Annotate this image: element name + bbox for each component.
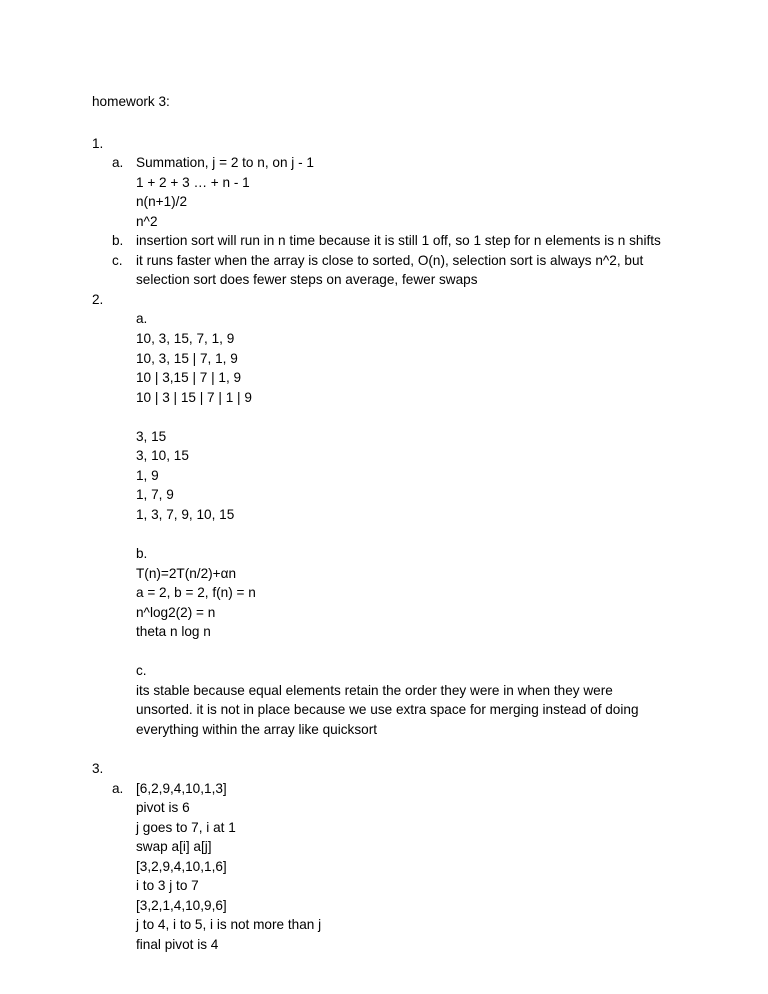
question-number-line — [92, 290, 728, 310]
line-text: 10 | 3 | 15 | 7 | 1 | 9 — [136, 389, 252, 405]
title-text: homework 3: — [92, 94, 170, 109]
line-text: j goes to 7, i at 1 — [136, 819, 236, 835]
line-text: 1, 7, 9 — [136, 487, 174, 503]
line-text: 10 | 3,15 | 7 | 1, 9 — [136, 370, 242, 386]
answer-line — [92, 896, 728, 916]
answer-line — [92, 427, 728, 447]
answer-line — [92, 935, 728, 955]
list-label: a. — [112, 155, 124, 171]
line-text: 3, 10, 15 — [136, 448, 189, 464]
line-text: insertion sort will run in n time because it is still 1 off, so 1 step for n elements is n shifts — [136, 233, 661, 249]
line-text: i to 3 j to 7 — [136, 878, 199, 894]
line-text: a = 2, b = 2, f(n) = n — [136, 585, 256, 601]
line-text: 10, 3, 15 | 7, 1, 9 — [136, 350, 238, 366]
line-text: 3, 15 — [136, 428, 167, 444]
answer-line — [92, 681, 728, 701]
line-text: n(n+1)/2 — [136, 194, 188, 210]
line-text: j to 4, i to 5, i is not more than j — [136, 917, 322, 933]
list-label: b. — [112, 233, 124, 249]
list-label: c. — [112, 252, 123, 268]
list-label: a. — [112, 780, 124, 796]
line-text: Summation, j = 2 to n, on j - 1 — [136, 155, 314, 171]
line-text: n^log2(2) = n — [136, 604, 216, 620]
answer-line — [92, 368, 728, 388]
line-text: unsorted. it is not in place because we use extra space for merging instead of doing — [136, 702, 639, 718]
answer-line — [92, 779, 728, 799]
answer-line — [92, 818, 728, 838]
line-text: [3,2,1,4,10,9,6] — [136, 897, 227, 913]
answer-line — [92, 388, 728, 408]
line-text: it runs faster when the array is close to sorted, O(n), selection sort is always n^2, but — [136, 252, 644, 268]
answer-line — [92, 661, 728, 681]
answer-line — [92, 544, 728, 564]
answer-line — [92, 915, 728, 935]
answer-line — [92, 583, 728, 603]
answer-line — [92, 231, 728, 251]
answer-line — [92, 153, 728, 173]
answer-line — [92, 837, 728, 857]
answer-line — [92, 603, 728, 623]
document-title — [92, 92, 728, 112]
line-text: b. — [136, 546, 148, 562]
answer-line — [92, 798, 728, 818]
answer-line — [92, 622, 728, 642]
blank-line — [92, 740, 728, 760]
line-text: a. — [136, 311, 148, 327]
question-number-line — [92, 134, 728, 154]
line-text: selection sort does fewer steps on average, fewer swaps — [136, 272, 478, 288]
answer-line — [92, 192, 728, 212]
line-text: its stable because equal elements retain the order they were in when they were — [136, 682, 613, 698]
question-number: 2. — [92, 291, 104, 307]
answer-line — [92, 309, 728, 329]
blank-line — [92, 642, 728, 662]
question-number: 1. — [92, 135, 104, 151]
answer-line — [92, 466, 728, 486]
question-number: 3. — [92, 761, 104, 777]
line-text: final pivot is 4 — [136, 936, 219, 952]
answer-line — [92, 173, 728, 193]
line-text: [3,2,9,4,10,1,6] — [136, 858, 227, 874]
line-text: 1, 9 — [136, 467, 159, 483]
answer-line — [92, 329, 728, 349]
line-text: [6,2,9,4,10,1,3] — [136, 780, 227, 796]
blank-line — [92, 407, 728, 427]
answer-line — [92, 485, 728, 505]
line-text: pivot is 6 — [136, 800, 190, 816]
answer-line — [92, 700, 728, 720]
document-body — [92, 92, 728, 955]
line-text: c. — [136, 663, 147, 679]
line-text: n^2 — [136, 213, 158, 229]
answer-line — [92, 505, 728, 525]
answer-line — [92, 564, 728, 584]
answer-line — [92, 857, 728, 877]
line-text: theta n log n — [136, 624, 211, 640]
answer-line — [92, 876, 728, 896]
answer-lines — [92, 134, 728, 955]
line-text: 1 + 2 + 3 … + n - 1 — [136, 174, 250, 190]
answer-line — [92, 349, 728, 369]
answer-line — [92, 212, 728, 232]
line-text: 10, 3, 15, 7, 1, 9 — [136, 331, 235, 347]
line-text: T(n)=2T(n/2)+αn — [136, 565, 237, 581]
line-text: swap a[i] a[j] — [136, 839, 212, 855]
question-number-line — [92, 759, 728, 779]
answer-line — [92, 720, 728, 740]
blank-line — [92, 524, 728, 544]
line-text: 1, 3, 7, 9, 10, 15 — [136, 506, 235, 522]
answer-line — [92, 251, 728, 271]
answer-line — [92, 446, 728, 466]
line-text: everything within the array like quicksort — [136, 721, 378, 737]
answer-line — [92, 270, 728, 290]
